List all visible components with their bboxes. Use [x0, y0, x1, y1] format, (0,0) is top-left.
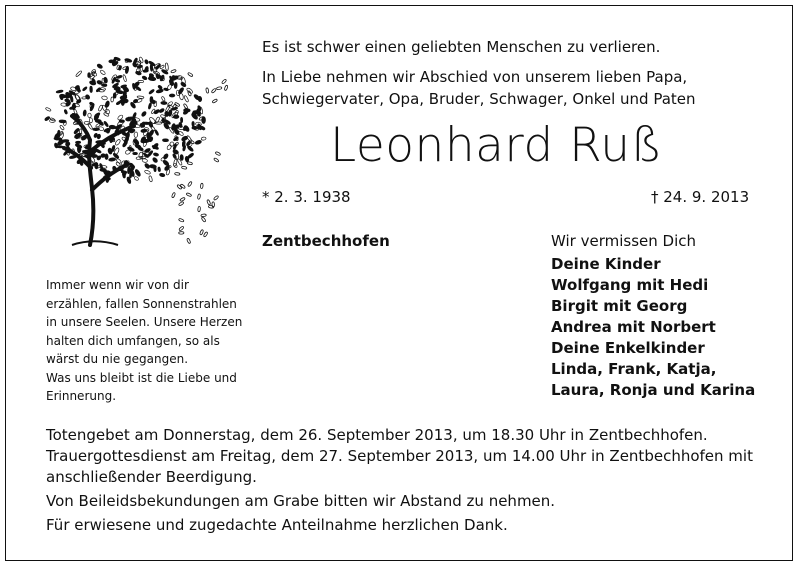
child-entry: Birgit mit Georg	[551, 297, 688, 315]
notice-service: Trauergottesdienst am Freitag, dem 27. September 2013, um 14.00 Uhr in Zentbechhofen mit	[46, 447, 753, 465]
intro-line-3: Schwiegervater, Opa, Bruder, Schwager, Onkel und Paten	[262, 90, 696, 108]
place: Zentbechhofen	[262, 232, 390, 250]
children-label: Deine Kinder	[551, 255, 661, 273]
poem-line: Immer wenn wir von dir	[46, 278, 189, 292]
notice-prayer: Totengebet am Donnerstag, dem 26. September 2013, um 18.30 Uhr in Zentbechhofen.	[46, 426, 708, 444]
grandchildren-entry: Linda, Frank, Katja,	[551, 360, 717, 378]
poem-line: Was uns bleibt ist die Liebe und	[46, 370, 237, 385]
notice-service-cont: anschließender Beerdigung.	[46, 468, 257, 486]
poem-line: halten dich umfangen, so als	[46, 333, 220, 348]
child-entry: Wolfgang mit Hedi	[551, 276, 709, 294]
birth-date: * 2. 3. 1938	[262, 188, 351, 206]
poem-line: in unsere Seelen. Unsere Herzen	[46, 315, 243, 329]
intro-line-1: Es ist schwer einen geliebten Menschen zu verlieren.	[262, 38, 661, 56]
mourners-grandchildren	[551, 338, 755, 401]
mourners-heading: Wir vermissen Dich	[551, 232, 696, 250]
mourners-children	[551, 254, 716, 338]
tree-icon	[42, 40, 232, 250]
notice-condolences: Von Beileidsbekundungen am Grabe bitten wir Abstand zu nehmen.	[46, 492, 556, 510]
poem-line: wärst du nie gegangen.	[46, 352, 189, 366]
poem-line: erzählen, fallen Sonnenstrahlen	[46, 296, 237, 311]
poem	[46, 276, 242, 406]
poem-line: Erinnerung.	[46, 389, 117, 403]
notice-thanks: Für erwiesene und zugedachte Anteilnahme herzlichen Dank.	[46, 516, 508, 534]
death-date: † 24. 9. 2013	[651, 188, 750, 206]
child-entry: Andrea mit Norbert	[551, 318, 716, 336]
intro-line-2: In Liebe nehmen wir Abschied von unserem lieben Papa,	[262, 68, 688, 86]
deceased-name: Leonhard Ruß	[330, 118, 663, 173]
grandchildren-label: Deine Enkelkinder	[551, 339, 705, 357]
grandchildren-entry: Laura, Ronja und Karina	[551, 381, 756, 399]
